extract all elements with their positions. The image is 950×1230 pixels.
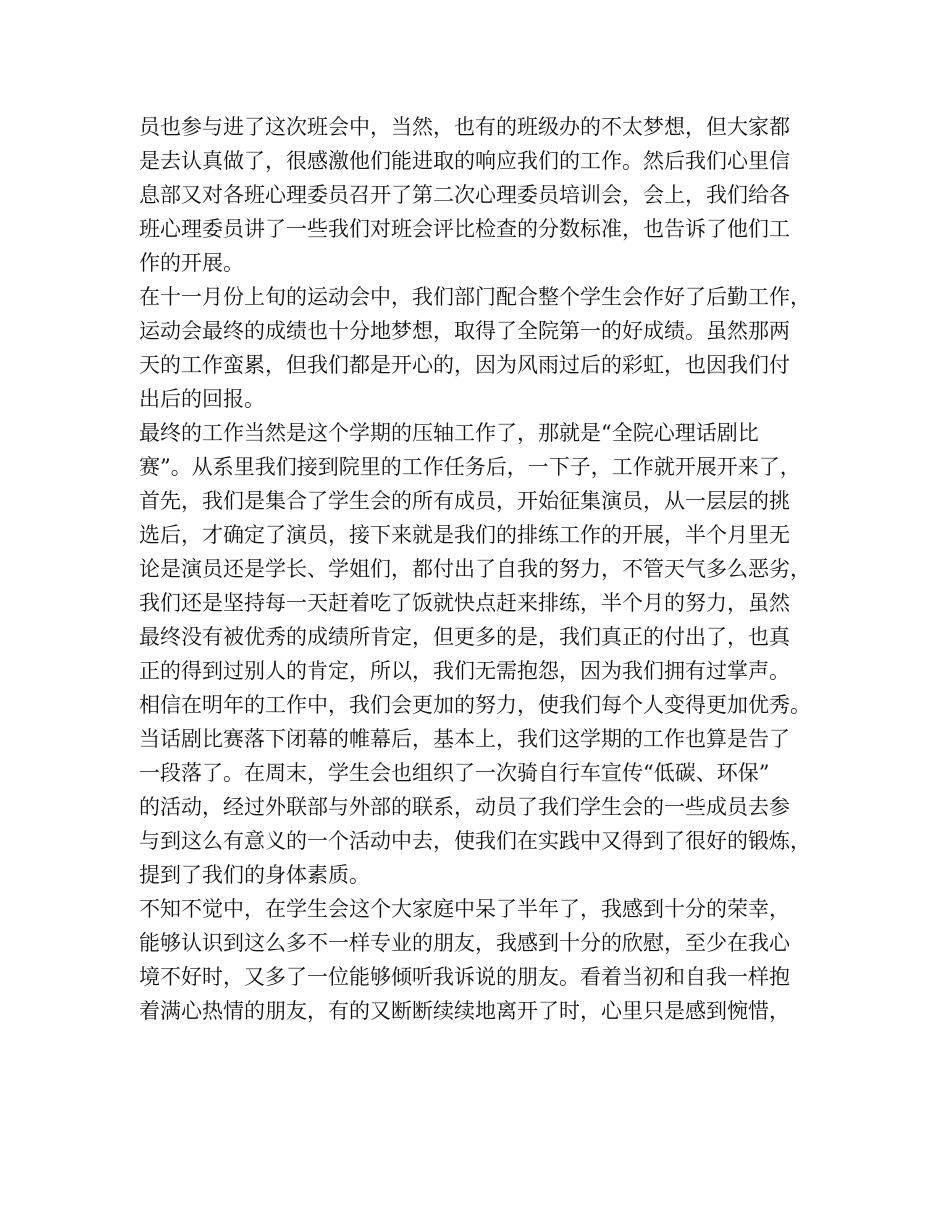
text-line: 相信在明年的工作中，我们会更加的努力，使我们每个人变得更加优秀。 [139,693,811,717]
text-line: 是去认真做了，很感激他们能进取的响应我们的工作。然后我们心里信 [139,149,790,173]
text-line: 不知不觉中，在学生会这个大家庭中呆了半年了，我感到十分的荣幸， [139,897,790,921]
text-line: 赛”。从系里我们接到院里的工作任务后，一下子，工作就开展开来了， [139,455,801,479]
text-line: 选后，才确定了演员，接下来就是我们的排练工作的开展，半个月里无 [139,523,790,547]
text-line: 班心理委员讲了一些我们对班会评比检查的分数标准，也告诉了他们工 [139,217,790,241]
text-line: 正的得到过别人的肯定，所以，我们无需抱怨，因为我们拥有过掌声。 [139,659,790,683]
text-line: 论是演员还是学长、学姐们，都付出了自我的努力，不管天气多么恶劣， [139,557,811,581]
document-body [139,110,819,1028]
text-line: 作的开展。 [139,251,244,275]
text-line: 与到这么有意义的一个活动中去，使我们在实践中又得到了很好的锻炼， [139,829,811,853]
text-line: 最终没有被优秀的成绩所肯定，但更多的是，我们真正的付出了，也真 [139,625,790,649]
text-line: 息部又对各班心理委员召开了第二次心理委员培训会，会上，我们给各 [139,183,790,207]
text-line: 最终的工作当然是这个学期的压轴工作了，那就是“全院心理话剧比 [139,421,759,445]
text-line: 在十一月份上旬的运动会中，我们部门配合整个学生会作好了后勤工作， [139,285,811,309]
text-line: 当话剧比赛落下闭幕的帷幕后，基本上，我们这学期的工作也算是告了 [139,727,790,751]
text-line: 的活动，经过外联部与外部的联系，动员了我们学生会的一些成员去参 [139,795,790,819]
text-line: 员也参与进了这次班会中，当然，也有的班级办的不太梦想，但大家都 [139,115,790,139]
text-line: 我们还是坚持每一天赶着吃了饭就快点赶来排练，半个月的努力，虽然 [139,591,790,615]
text-line: 能够认识到这么多不一样专业的朋友，我感到十分的欣慰，至少在我心 [139,931,790,955]
text-line: 天的工作蛮累，但我们都是开心的，因为风雨过后的彩虹，也因我们付 [139,353,790,377]
text-line: 境不好时，又多了一位能够倾听我诉说的朋友。看着当初和自我一样抱 [139,965,790,989]
text-line: 出后的回报。 [139,387,265,411]
text-line: 提到了我们的身体素质。 [139,863,370,887]
text-line: 一段落了。在周末，学生会也组织了一次骑自行车宣传“低碳、环保” [139,761,770,785]
text-line: 首先，我们是集合了学生会的所有成员，开始征集演员，从一层层的挑 [139,489,790,513]
text-line: 着满心热情的朋友，有的又断断续续地离开了时，心里只是感到惋惜， [139,999,790,1023]
text-line: 运动会最终的成绩也十分地梦想，取得了全院第一的好成绩。虽然那两 [139,319,790,343]
